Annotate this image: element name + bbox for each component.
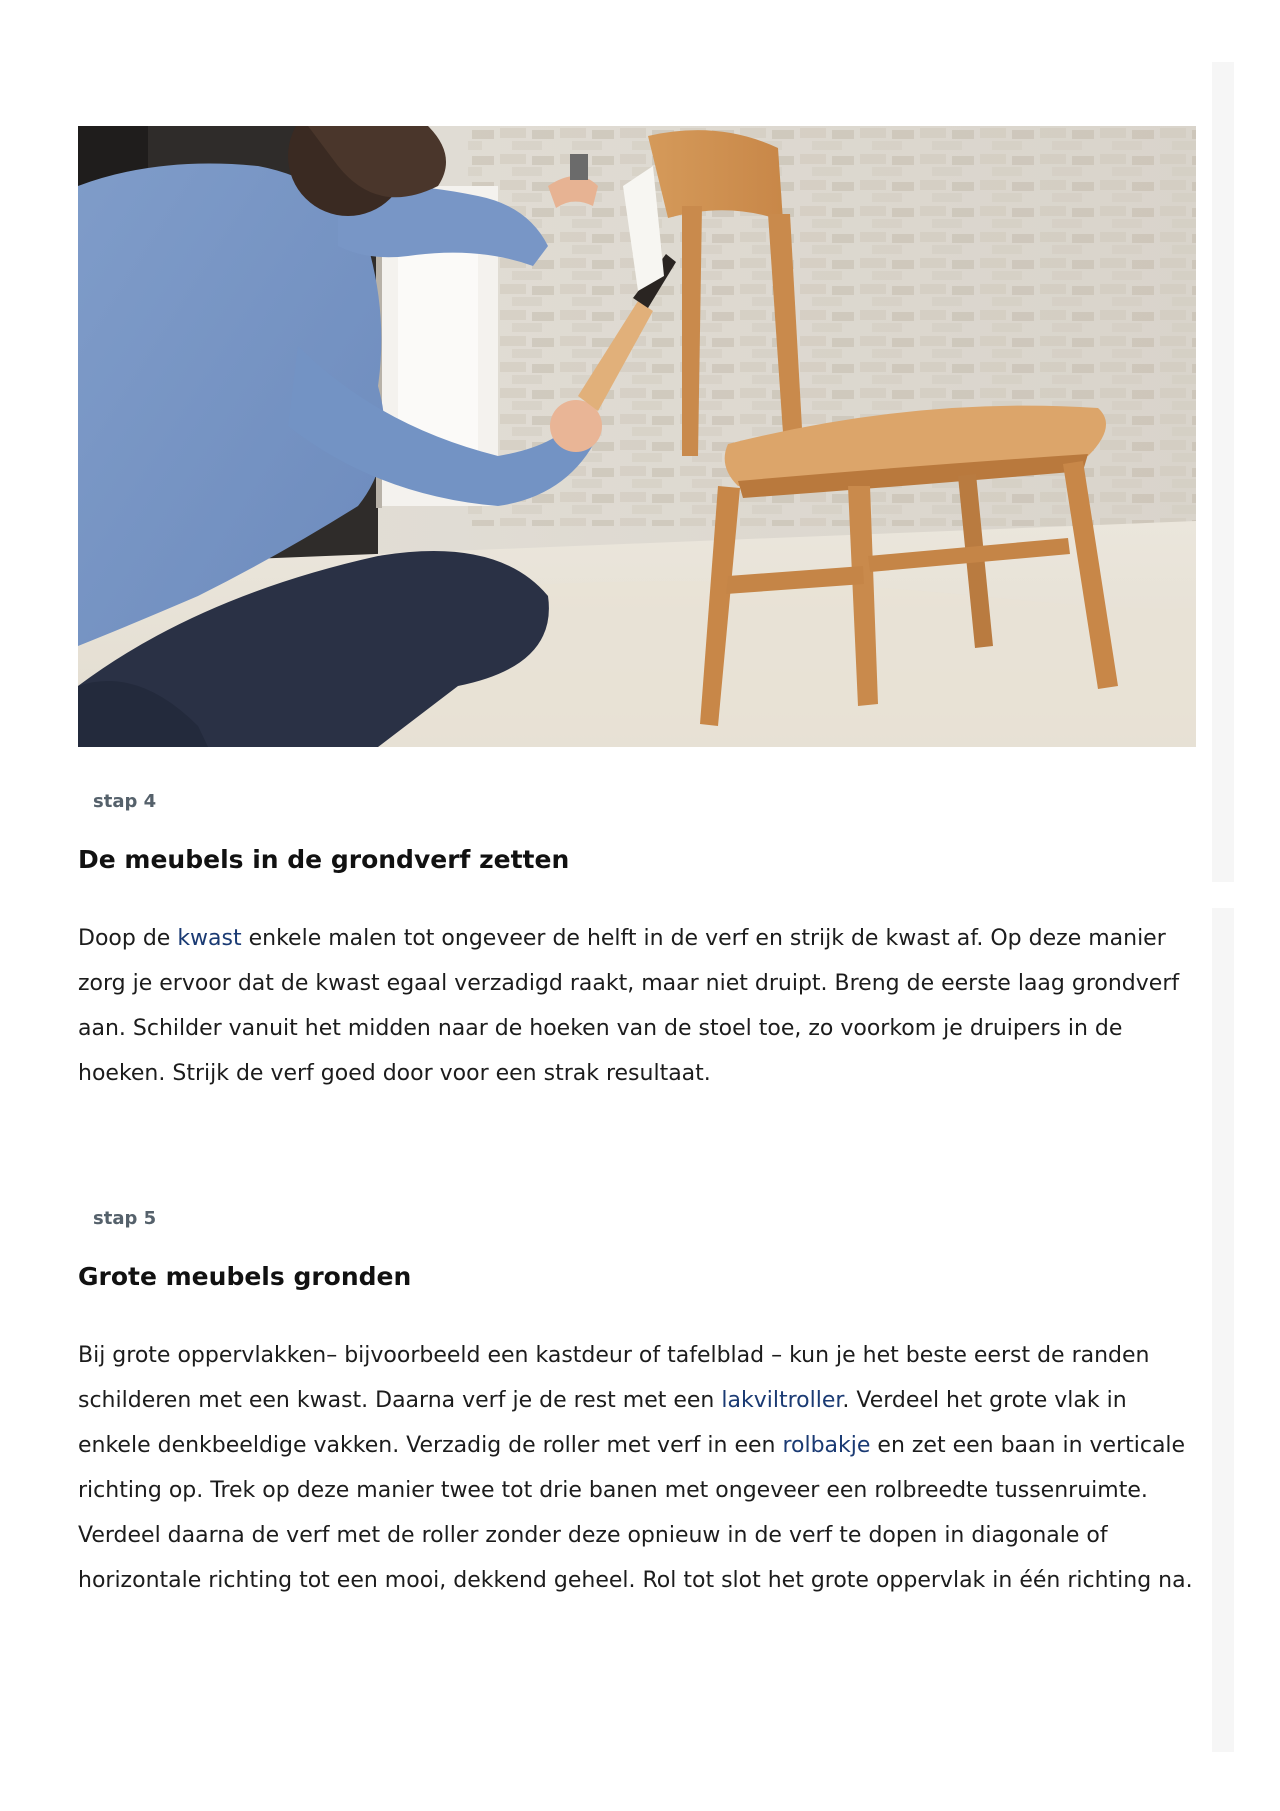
hero-photo-person-painting-chair [78,126,1196,747]
step-title: Grote meubels gronden [78,1262,412,1291]
step-paragraph [78,1333,1198,1603]
link-rolbakje[interactable]: rolbakje [782,1433,871,1458]
text-run: enkele malen tot ongeveer de helft in de verf en strijk de kwast af. Op deze manier zorg je ervoor dat de kwast egaal verzadigd raakt, maar niet druipt. Breng de eerste laag grondverf aan. Schilder vanuit het midden naar de hoeken van de stoel toe, zo voorkom je druipers in de hoeken. Strijk de verf goed door voor een strak resultaat. [78,926,1180,1086]
rail-notch [1212,882,1234,908]
step-title: De meubels in de grondverf zetten [78,845,570,874]
text-run: Bij grote oppervlakken– bijvoorbeeld een kastdeur of tafelblad – kun je het beste eerst de randen schilderen met een kwast. Daarna verf je de rest met een [78,1343,1150,1413]
step-paragraph [78,916,1198,1096]
link-kwast[interactable]: kwast [177,926,242,951]
text-run: en zet een baan in verticale richting op. Trek op deze manier twee tot drie banen met ongeveer een rolbreedte tussenruimte. Verdeel daarna de verf met de roller zonder deze opnieuw in de verf te dopen in diagonale of horizontale richting tot een mooi, dekkend geheel. Rol tot slot het grote oppervlak in één richting na. [78,1433,1193,1593]
text-run: . Verdeel het grote vlak in enkele denkbeeldige vakken. Verzadig de roller met verf in een [78,1388,1127,1458]
link-lakviltroller[interactable]: lakviltroller [721,1388,843,1413]
step-label: stap 4 [93,791,157,812]
step-label: stap 5 [93,1208,157,1229]
text-run: Doop de [78,926,178,951]
right-side-rail [1212,62,1234,1752]
